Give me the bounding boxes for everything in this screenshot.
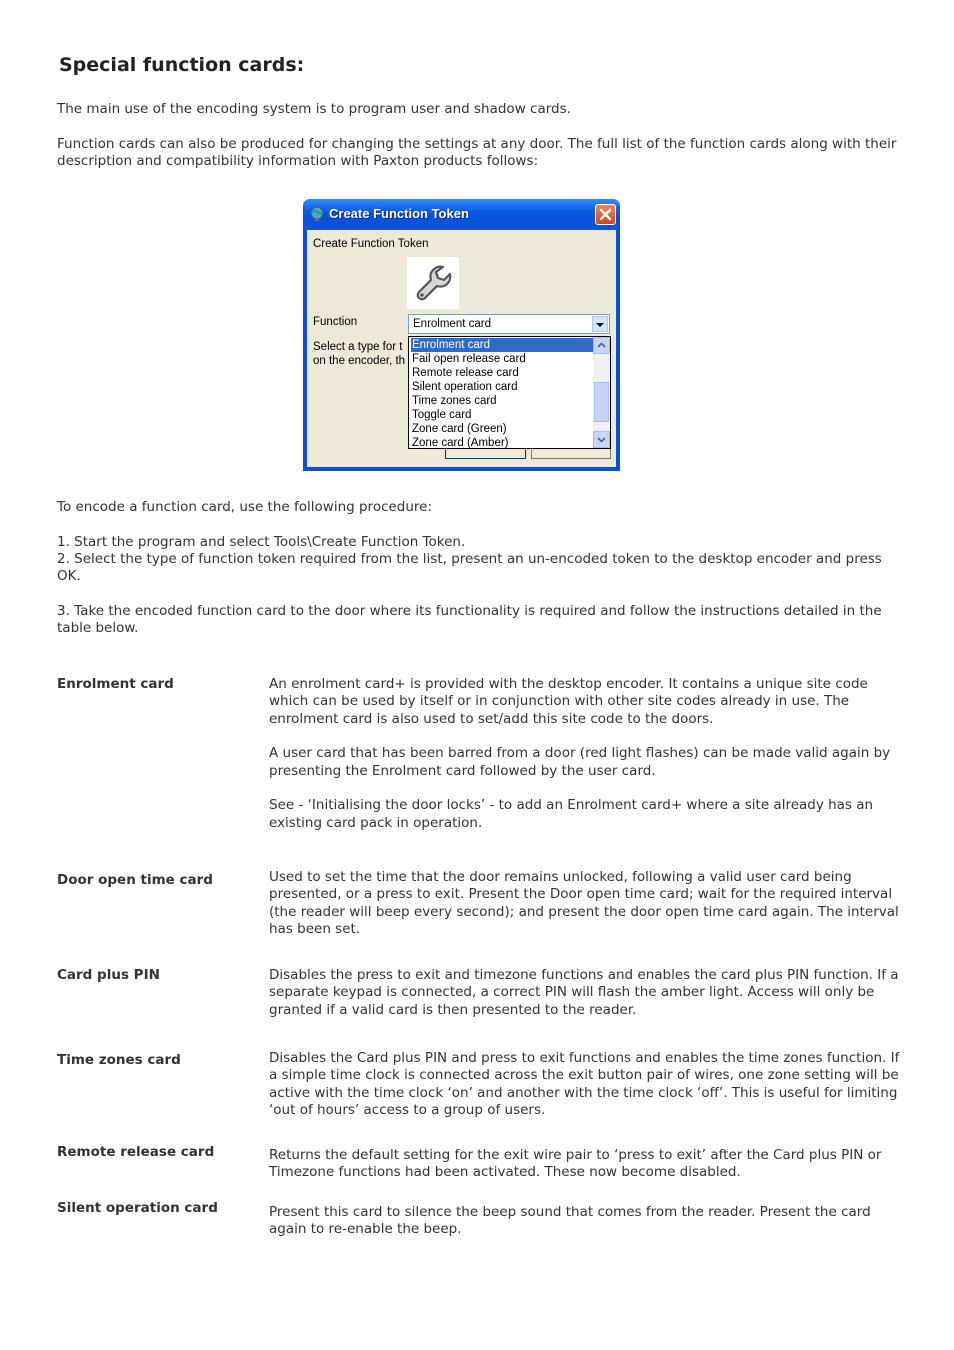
- scroll-down-button[interactable]: [593, 431, 610, 448]
- dialog-subtitle: Create Function Token: [313, 238, 429, 250]
- card-term: Silent operation card: [57, 1200, 218, 1216]
- list-item[interactable]: Zone card (Amber): [412, 437, 509, 449]
- procedure-intro: To encode a function card, use the following procedure:: [57, 499, 433, 515]
- card-paragraph: Present this card to silence the beep sound that comes from the reader. Present the card again to re-enable the beep.: [269, 1204, 871, 1238]
- card-paragraph: See - ‘Initialising the door locks’ - to add an Enrolment card+ where a site already has an existing card pack in operation.: [269, 797, 874, 831]
- list-item[interactable]: Enrolment card: [411, 338, 594, 352]
- function-select[interactable]: [408, 314, 610, 334]
- list-scrollbar[interactable]: [593, 337, 610, 448]
- procedure-step: 1. Start the program and select Tools\Create Function Token.: [57, 534, 466, 550]
- cancel-button[interactable]: [531, 449, 611, 459]
- card-term: Remote release card: [57, 1144, 215, 1160]
- list-item[interactable]: Zone card (Green): [412, 423, 507, 435]
- ok-button[interactable]: [445, 449, 526, 459]
- create-function-token-dialog: [303, 199, 620, 471]
- close-button[interactable]: [595, 204, 616, 225]
- scroll-up-button[interactable]: [593, 337, 610, 354]
- intro-paragraph: Function cards can also be produced for changing the settings at any door. The full list of the function cards along with their description and compatibility information with Paxton products follows:: [57, 136, 897, 170]
- card-description: [269, 869, 901, 956]
- scroll-thumb[interactable]: [594, 382, 609, 422]
- function-dropdown-list[interactable]: [408, 336, 611, 449]
- close-icon: [596, 205, 615, 224]
- list-item[interactable]: Fail open release card: [412, 353, 526, 365]
- card-paragraph: Returns the default setting for the exit wire pair to ‘press to exit’ after the Card plus PIN or Timezone functions had been activated. These now become disabled.: [269, 1147, 882, 1181]
- card-term: Enrolment card: [57, 676, 174, 692]
- function-label: Function: [313, 316, 358, 328]
- card-description: [269, 1204, 901, 1256]
- card-paragraph: A user card that has been barred from a door (red light flashes) can be made valid again by presenting the Enrolment card followed by the user card.: [269, 745, 891, 779]
- list-item[interactable]: Toggle card: [412, 409, 472, 421]
- dialog-title: Create Function Token: [329, 206, 469, 221]
- procedure-step: 3. Take the encoded function card to the door where its functionality is required and follow the instructions detailed in the table below.: [57, 603, 882, 637]
- card-paragraph: Disables the press to exit and timezone functions and enables the card plus PIN function. If a separate keypad is connected, a correct PIN will flash the amber light. Access will only be granted if a valid card is then presented to the reader.: [269, 967, 899, 1018]
- card-paragraph: An enrolment card+ is provided with the desktop encoder. It contains a unique site code which can be used by itself or in conjunction with other site codes already in use. The enrolment card is also used to set/add this site code to the doors.: [269, 676, 868, 727]
- wrench-icon: [407, 257, 459, 309]
- list-item[interactable]: Time zones card: [412, 395, 497, 407]
- card-description: [269, 676, 901, 850]
- function-token-image: [407, 257, 459, 309]
- page-title: Special function cards:: [59, 54, 305, 76]
- card-description: [269, 967, 901, 1036]
- chevron-down-icon: [593, 318, 607, 332]
- card-paragraph: Disables the Card plus PIN and press to exit functions and enables the time zones function. If a simple time clock is connected across the exit button pair of wires, one zone setting will be active with the time clock ‘on’ and another with the time clock ‘off’. This is useful for limiting ‘out of hours’ access to a group of users.: [269, 1050, 900, 1118]
- card-description: [269, 1050, 901, 1137]
- card-paragraph: Used to set the time that the door remains unlocked, following a valid user card being presented, or a press to exit. Present the Door open time card; wait for the required interval (the reader will beep every second); and present the door open time card again. The interval has been set.: [269, 869, 899, 937]
- globe-icon: [309, 206, 325, 222]
- function-select-value: Enrolment card: [413, 318, 491, 330]
- dialog-titlebar: [303, 199, 620, 230]
- card-description: [269, 1147, 901, 1199]
- procedure-step: 2. Select the type of function token required from the list, present an un-encoded token to the desktop encoder and press OK.: [57, 551, 882, 585]
- card-term: Door open time card: [57, 872, 213, 888]
- helper-text: Select a type for t: [313, 341, 403, 353]
- list-item[interactable]: Remote release card: [412, 367, 519, 379]
- chevron-up-icon: [594, 338, 609, 353]
- dropdown-button[interactable]: [592, 316, 608, 332]
- dialog-client-area: [307, 230, 616, 467]
- card-term: Card plus PIN: [57, 967, 160, 983]
- chevron-down-icon: [594, 432, 609, 447]
- helper-text: on the encoder, th: [313, 355, 406, 367]
- intro-paragraph: The main use of the encoding system is to program user and shadow cards.: [57, 101, 571, 117]
- list-item[interactable]: Silent operation card: [412, 381, 518, 393]
- card-term: Time zones card: [57, 1052, 181, 1068]
